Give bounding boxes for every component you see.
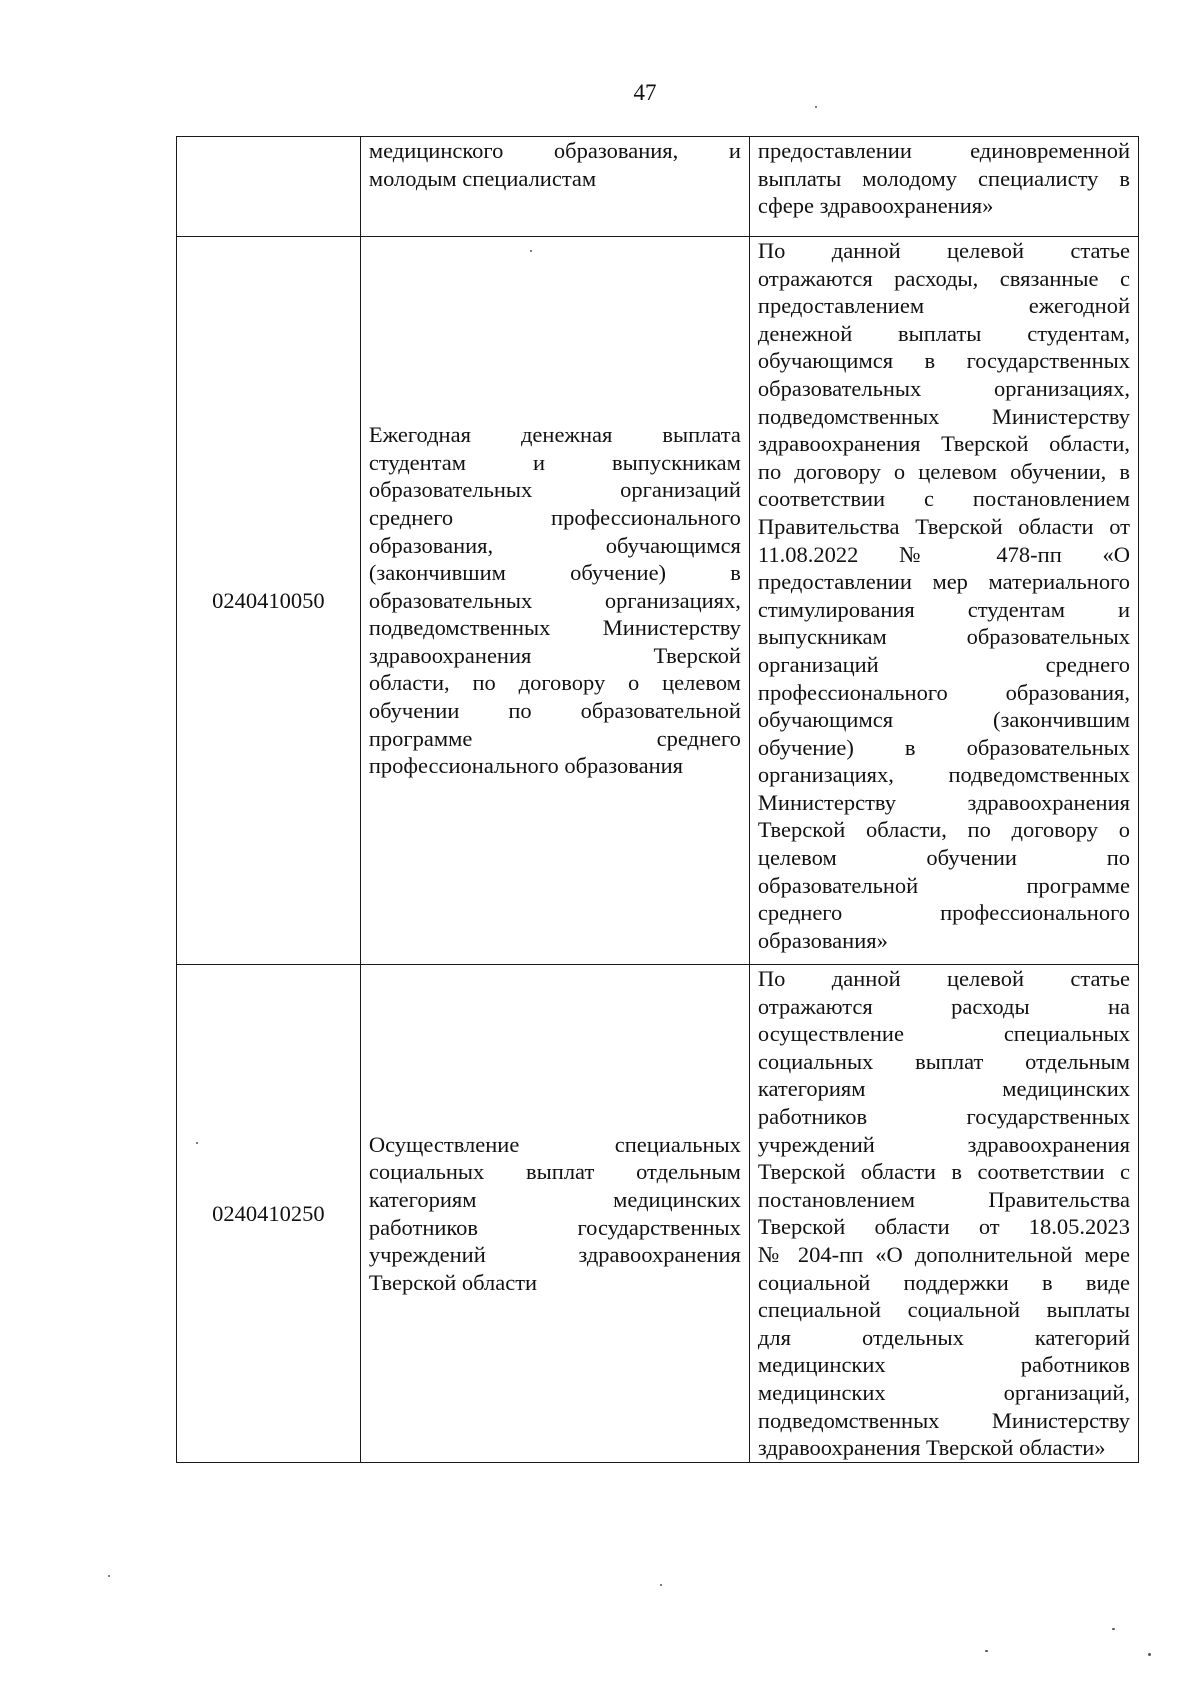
text-line: целевом обучении по xyxy=(757,845,1130,871)
text-line: обучение) в образовательных xyxy=(757,734,1130,760)
text-line: профессионального образования xyxy=(368,753,684,779)
text-line: программе среднего xyxy=(368,725,741,751)
text-line: выпускникам образовательных xyxy=(757,624,1130,650)
text-line: обучающимся (закончившим xyxy=(757,707,1130,733)
text-line: работников государственных xyxy=(757,1103,1130,1129)
text-line: Осуществление специальных xyxy=(368,1131,741,1157)
code-cell: 0240410250 xyxy=(177,965,361,1463)
text-line: предоставлении мер материального xyxy=(757,569,1130,595)
text-line: Правительства Тверской области от xyxy=(757,513,1130,539)
text-line: Ежегодная денежная выплата xyxy=(368,422,741,448)
text-line: выплаты молодому специалисту в xyxy=(757,165,1130,191)
text-line: образования» xyxy=(757,927,888,953)
scan-speck xyxy=(530,250,532,252)
text-line: категориям медицинских xyxy=(757,1076,1130,1102)
text-line: для отдельных категорий xyxy=(757,1324,1130,1350)
text-line: № 204-пп «О дополнительной мере xyxy=(757,1241,1130,1267)
text-line: категориям медицинских xyxy=(368,1186,741,1212)
page-number: 47 xyxy=(633,80,657,105)
text-line: отражаются расходы на xyxy=(757,993,1130,1019)
text-line: здравоохранения Тверской xyxy=(368,642,741,668)
text-line: социальной поддержки в виде xyxy=(757,1269,1130,1295)
table-row xyxy=(177,237,1139,965)
text-line: постановлением Правительства xyxy=(757,1186,1130,1212)
text-line: Тверской области xyxy=(368,1269,538,1295)
table-row xyxy=(177,137,1139,237)
text-line: Министерству здравоохранения xyxy=(757,789,1130,815)
text-line: медицинских организаций, xyxy=(757,1379,1130,1405)
budget-classification-table xyxy=(176,136,1139,1463)
text-line: подведомственных Министерству xyxy=(757,1407,1130,1433)
text-line: социальных выплат отдельным xyxy=(368,1159,741,1185)
description-cell xyxy=(749,137,1138,237)
text-line: по договору о целевом обучении, в xyxy=(757,458,1130,484)
text-line: образовательных организациях, xyxy=(368,587,741,613)
text-line: социальных выплат отдельным xyxy=(757,1048,1130,1074)
text-line: медицинского образования, и xyxy=(368,138,741,163)
name-cell xyxy=(360,965,749,1463)
text-line: Тверской области, по договору о xyxy=(757,817,1130,843)
scan-speck xyxy=(985,1650,988,1652)
text-line: обучающимся в государственных xyxy=(757,348,1130,374)
name-cell xyxy=(360,237,749,965)
scan-speck xyxy=(660,1584,662,1586)
text-line: организациях, подведомственных xyxy=(757,762,1130,788)
scan-speck xyxy=(108,1575,110,1577)
code-cell xyxy=(177,137,361,237)
text-line: учреждений здравоохранения xyxy=(757,1131,1130,1157)
text-line: Тверской области от 18.05.2023 xyxy=(757,1214,1130,1240)
description-cell xyxy=(749,965,1138,1463)
text-line: образовательных организациях, xyxy=(757,375,1130,401)
text-line: По данной целевой статье xyxy=(757,238,1130,263)
table-row xyxy=(177,965,1139,1463)
text-line: здравоохранения Тверской области, xyxy=(757,431,1130,457)
text-line: осуществление специальных xyxy=(757,1021,1130,1047)
text-line: отражаются расходы, связанные с xyxy=(757,265,1130,291)
text-line: стимулирования студентам и xyxy=(757,596,1130,622)
text-line: Тверской области в соответствии с xyxy=(757,1159,1130,1185)
text-line: подведомственных Министерству xyxy=(368,615,741,641)
text-line: образования, обучающимся xyxy=(368,532,741,558)
code-cell: 0240410050 xyxy=(177,237,361,965)
name-cell xyxy=(360,137,749,237)
text-line: обучении по образовательной xyxy=(368,698,741,724)
text-line: среднего профессионального xyxy=(757,900,1130,926)
text-line: подведомственных Министерству xyxy=(757,403,1130,429)
description-cell xyxy=(749,237,1138,965)
scan-speck xyxy=(1148,1653,1151,1656)
text-line: сфере здравоохранения» xyxy=(757,193,994,219)
text-line: 11.08.2022 № 478-пп «О xyxy=(757,541,1130,567)
text-line: соответствии с постановлением xyxy=(757,486,1130,512)
scan-speck xyxy=(815,106,817,108)
scan-speck xyxy=(196,1142,198,1144)
scan-speck xyxy=(1112,1628,1115,1630)
text-line: среднего профессионального xyxy=(368,504,741,530)
text-line: медицинских работников xyxy=(757,1352,1130,1378)
text-line: учреждений здравоохранения xyxy=(368,1242,741,1268)
text-line: области, по договору о целевом xyxy=(368,670,741,696)
text-line: предоставлении единовременной xyxy=(757,138,1130,163)
text-line: здравоохранения Тверской области» xyxy=(757,1435,1106,1461)
text-line: молодым специалистам xyxy=(368,165,597,191)
text-line: образовательных организаций xyxy=(368,477,741,503)
text-line: студентам и выпускникам xyxy=(368,449,741,475)
text-line: (закончившим обучение) в xyxy=(368,560,741,586)
text-line: специальной социальной выплаты xyxy=(757,1297,1130,1323)
text-line: образовательной программе xyxy=(757,872,1130,898)
text-line: работников государственных xyxy=(368,1214,741,1240)
text-line: профессионального образования, xyxy=(757,679,1130,705)
text-line: предоставлением ежегодной xyxy=(757,293,1130,319)
text-line: организаций среднего xyxy=(757,651,1130,677)
text-line: По данной целевой статье xyxy=(757,966,1130,991)
text-line: денежной выплаты студентам, xyxy=(757,320,1130,346)
